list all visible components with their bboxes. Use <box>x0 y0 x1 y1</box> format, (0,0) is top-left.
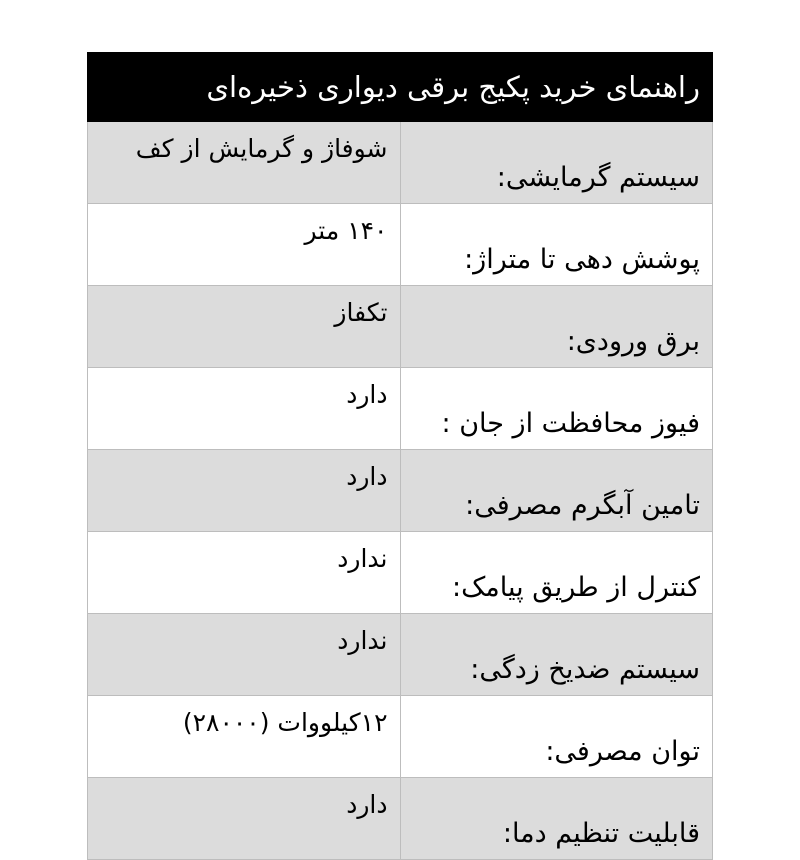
table-row <box>88 122 713 204</box>
table-row <box>88 450 713 532</box>
table-row <box>88 778 713 860</box>
spec-value: ۱۲کیلووات (۲۸۰۰۰) <box>88 696 401 778</box>
spec-value: تکفاز <box>88 286 401 368</box>
table-title: راهنمای خرید پکیج برقی دیواری ذخیره‌ای <box>88 53 713 122</box>
spec-label: توان مصرفی: <box>400 696 713 778</box>
spec-label: فیوز محافظت از جان : <box>400 368 713 450</box>
table-row <box>88 614 713 696</box>
spec-label: کنترل از طریق پیامک: <box>400 532 713 614</box>
spec-value: ندارد <box>88 614 401 696</box>
table-row <box>88 696 713 778</box>
spec-value: دارد <box>88 450 401 532</box>
spec-value: ندارد <box>88 532 401 614</box>
spec-value: دارد <box>88 368 401 450</box>
table-row <box>88 368 713 450</box>
spec-value: شوفاژ و گرمایش از کف <box>88 122 401 204</box>
spec-table <box>87 52 713 860</box>
spec-label: قابلیت تنظیم دما: <box>400 778 713 860</box>
spec-label: برق ورودی: <box>400 286 713 368</box>
spec-value: ۱۴۰ متر <box>88 204 401 286</box>
table-title-row <box>88 53 713 122</box>
table-row <box>88 286 713 368</box>
table-row <box>88 532 713 614</box>
table-row <box>88 204 713 286</box>
spec-label: سیستم ضدیخ زدگی: <box>400 614 713 696</box>
spec-label: پوشش دهی تا متراژ: <box>400 204 713 286</box>
spec-value: دارد <box>88 778 401 860</box>
spec-label: سیستم گرمایشی: <box>400 122 713 204</box>
spec-label: تامین آبگرم مصرفی: <box>400 450 713 532</box>
